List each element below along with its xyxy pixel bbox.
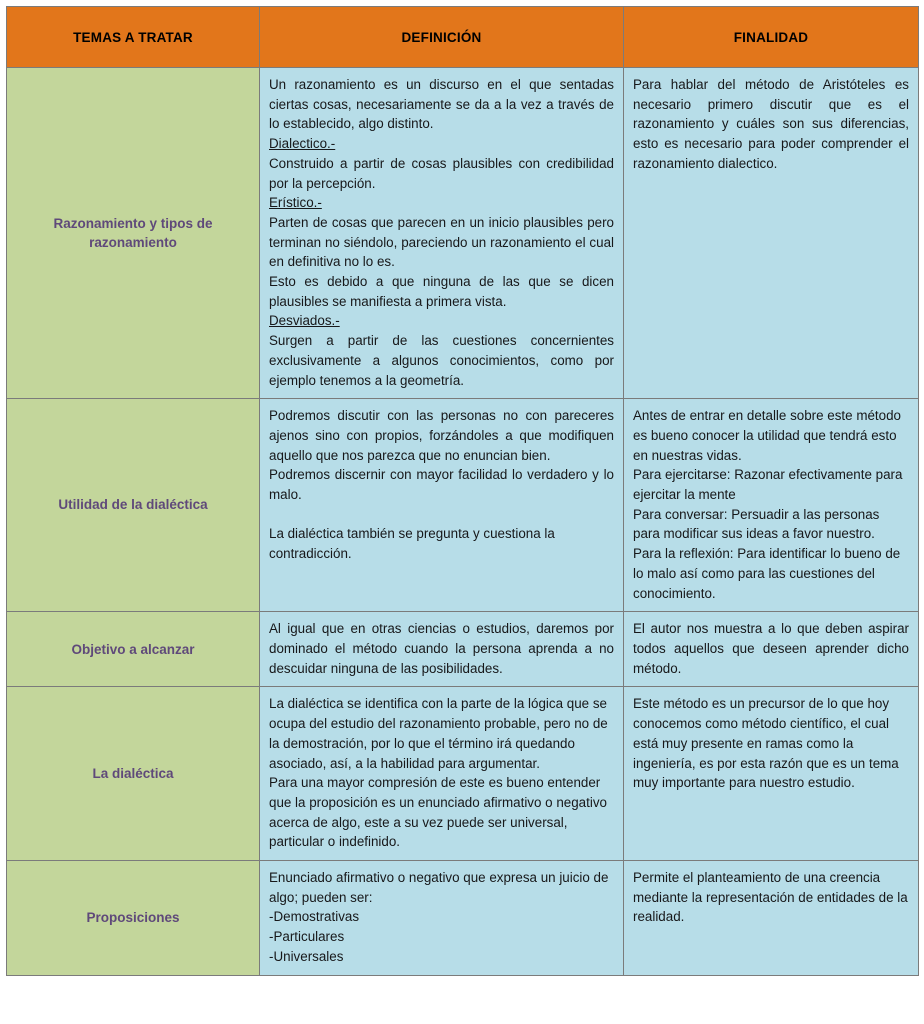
purpose-cell [624, 399, 919, 612]
subheading-label: Dialectico.- [269, 136, 336, 152]
paragraph: La dialéctica se identifica con la parte de la lógica que se ocupa del estudio del razonamiento probable, pero no de la demostración, por lo que el término irá quedando asociado, así, a la habilidad para argumentar. [269, 696, 608, 771]
paragraph: Para conversar: Persuadir a las personas para modificar sus ideas a favor nuestro. [633, 506, 880, 542]
paragraph: Al igual que en otras ciencias o estudios, daremos por dominado el método cuando la persona aprenda a no descuidar ninguna de las posibilidades. [269, 621, 614, 676]
table-row [7, 68, 919, 399]
table-row [7, 399, 919, 612]
column-header-definicion: DEFINICIÓN [260, 7, 624, 68]
definition-cell [260, 68, 624, 399]
paragraph: Un razonamiento es un discurso en el que sentadas ciertas cosas, necesariamente se da a la vez a través de lo establecido, algo distinto. [269, 77, 614, 132]
table-row [7, 687, 919, 861]
paragraph: Para una mayor compresión de este es bueno entender que la proposición es un enunciado afirmativo o negativo acerca de algo, este a su vez puede ser universal, particular o indefinido. [269, 775, 607, 850]
paragraph: Para hablar del método de Aristóteles es necesario primero discutir que es el razonamiento y cuáles son sus diferencias, esto es necesario para poder comprender el razonamiento dialectico. [633, 77, 909, 171]
definition-cell [260, 687, 624, 861]
topic-cell: Razonamiento y tipos de razonamiento [7, 68, 260, 399]
topics-table [6, 6, 919, 976]
paragraph: -Demostrativas [269, 909, 360, 925]
paragraph: Surgen a partir de las cuestiones concernientes exclusivamente a algunos conocimientos, como por ejemplo tenemos a la geometría. [269, 333, 614, 388]
table-body [7, 68, 919, 976]
paragraph: Parten de cosas que parecen en un inicio plausibles pero terminan no siéndolo, pareciendo un razonamiento el cual en definitiva no lo es. [269, 214, 614, 270]
paragraph: Construido a partir de cosas plausibles con credibilidad por la percepción. [269, 155, 614, 191]
subheading-label: Erístico.- [269, 195, 322, 211]
paragraph: Podremos discernir con mayor facilidad lo verdadero y lo malo. [269, 467, 614, 503]
paragraph: Permite el planteamiento de una creencia mediante la representación de entidades de la realidad. [633, 870, 908, 925]
subheading-paragraph [269, 193, 614, 213]
purpose-cell [624, 68, 919, 399]
topic-cell: Objetivo a alcanzar [7, 612, 260, 687]
paragraph: -Particulares [269, 929, 345, 945]
subheading-label: Desviados.- [269, 313, 340, 329]
paragraph: Para ejercitarse: Razonar efectivamente para ejercitar la mente [633, 467, 903, 503]
column-header-finalidad: FINALIDAD [624, 7, 919, 68]
paragraph: Enunciado afirmativo o negativo que expresa un juicio de algo; pueden ser: [269, 870, 609, 905]
paragraph: El autor nos muestra a lo que deben aspirar todos aquellos que deseen aprender dicho método. [633, 621, 909, 676]
topic-cell: Proposiciones [7, 861, 260, 976]
definition-cell [260, 861, 624, 976]
paragraph: Para la reflexión: Para identificar lo bueno de lo malo así como para las cuestiones del conocimiento. [633, 546, 901, 601]
paragraph: -Universales [269, 948, 344, 964]
purpose-cell [624, 687, 919, 861]
subheading-paragraph [269, 311, 614, 331]
definition-cell [260, 612, 624, 687]
paragraph: Esto es debido a que ninguna de las que se dicen plausibles se manifiesta a primera vista. [269, 274, 614, 309]
table-row [7, 612, 919, 687]
paragraph: Este método es un precursor de lo que hoy conocemos como método científico, el cual está muy presente en ramas como la ingeniería, es por esta razón que es un tema muy importante para nuestro estudio. [633, 696, 899, 791]
purpose-cell [624, 861, 919, 976]
subheading-paragraph [269, 134, 614, 154]
blank-line [269, 505, 614, 525]
paragraph: Antes de entrar en detalle sobre este método es bueno conocer la utilidad que tendrá esto en nuestras vidas. [633, 408, 901, 463]
paragraph: Podremos discutir con las personas no con pareceres ajenos sino con propios, forzándoles a que modifiquen aquello que nos parezca que no enuncian bien. [269, 408, 614, 463]
paragraph: La dialéctica también se pregunta y cuestiona la contradicción. [269, 526, 555, 562]
table-row [7, 861, 919, 976]
column-header-temas: TEMAS A TRATAR [7, 7, 260, 68]
topic-cell: Utilidad de la dialéctica [7, 399, 260, 612]
purpose-cell [624, 612, 919, 687]
header-row [7, 7, 919, 68]
topic-cell: La dialéctica [7, 687, 260, 861]
definition-cell [260, 399, 624, 612]
table-header [7, 7, 919, 68]
